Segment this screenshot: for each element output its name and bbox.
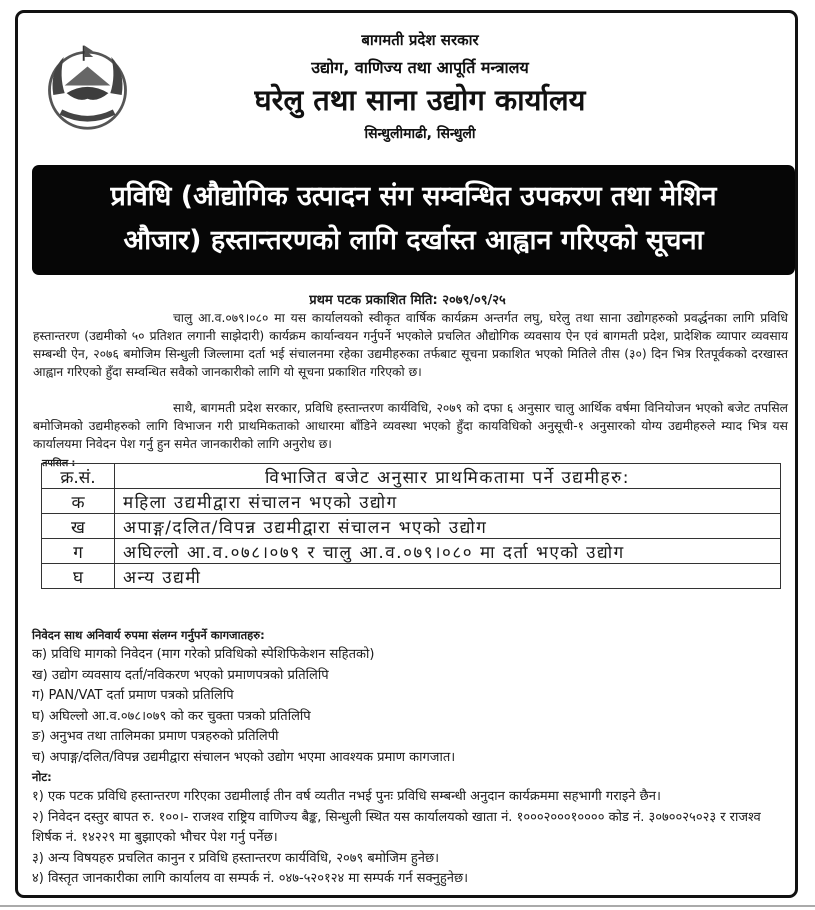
body-paragraph-1 [33,309,788,381]
table-row [42,539,781,564]
row-sn: ग [42,539,115,564]
row-sn: ख [42,514,115,539]
table-header-row [42,464,781,489]
document-item: क) प्रविधि मागको निवेदन (माग गरेको प्रविधिको स्पेशिफिकेशन सहितको) [32,647,375,662]
required-documents-list [32,645,455,768]
column-header-sn: क्र.सं. [42,464,115,489]
ministry-name: उद्योग, वाणिज्य तथा आपूर्ति मन्त्रालय [311,58,529,77]
table-row [42,489,781,514]
government-name: बागमती प्रदेश सरकार [361,31,479,49]
document-item: ग) PAN/VAT दर्ता प्रमाण पत्रको प्रतिलिपि [32,688,234,703]
publication-date-value: २०७९/०९/२५ [442,293,506,308]
schedule-label: तपसिल : [42,458,76,469]
document-item: च) अपाङ्ग/दलित/विपन्न उद्यमीद्वारा संचालन भएको उद्योग भएमा आवश्यक प्रमाण कागजात। [32,749,456,765]
priority-table [41,463,781,589]
row-description: अपाङ्ग/दलित/विपन्न उद्यमीद्वारा संचालन भएको उद्योग [115,514,781,539]
document-item: ङ) अनुभव तथा तालिमका प्रमाण पत्रहरुको प्रतिलिपी [32,729,279,744]
body-paragraph-2-text: साथै, बागमती प्रदेश सरकार, प्रविधि हस्तान्तरण कार्यविधि, २०७९ को दफा ६ अनुसार चालु आर्थिक वर्षमा विनियोजन भएको बजेट तपसिल बमोजिमको उद्यमीहरुको लागि विभाजन गरी प्राथमिकताको आधारमा बाँडिने व्यवस्था भएको हुँदा कायविधिको अनुसूची-१ अनुसारको योग्य उद्यमीहरुले म्याद भित्र यस कार्यालयमा निवेदन पेश गर्नु हुन समेत जानकारीको लागि अनुरोध छ। [33,401,788,451]
row-description: महिला उद्यमीद्वारा संचालन भएको उद्योग [115,489,781,514]
notes-title: नोट: [32,770,52,784]
column-header-description: विभाजित बजेट अनुसार प्राथमिकतामा पर्ने उद्यमीहरु: [115,464,781,489]
publication-date-label: प्रथम पटक प्रकाशित मिति: [309,293,438,308]
document-item: घ) अघिल्लो आ.व.०७८।०७९ को कर चुक्ता पत्रको प्रतिलिपि [32,708,311,724]
table-row [42,564,781,589]
note-item: २) निवेदन दस्तुर बापत रु. १००।- राजश्व राष्ट्रिय वाणिज्य बैङ्क, सिन्धुली स्थित यस कार्यालयको खाता नं. १०००२०००१०००० कोड नं. ३०७००२५०२३ र राजश्व शिर्षक नं. १४२२९ मा बुझाएको भौचर पेश गर्नु पर्नेछ। [32,809,761,845]
notice-title-line-2: औजार) हस्तान्तरणको लागि दर्खास्त आह्वान गरिएको सूचना [123,225,704,256]
row-sn: क [42,489,115,514]
note-item: ३) अन्य विषयहरु प्रचलित कानुन र प्रविधि हस्तान्तरण कार्यविधि, २०७९ बमोजिम हुनेछ। [32,850,440,866]
required-documents-title: निवेदन साथ अनिवार्य रुपमा संलग्न गर्नुपर्ने कागजातहरु: [32,628,265,642]
notice-title-banner [32,165,795,275]
document-item: ख) उद्योग व्यवसाय दर्ता/नविकरण भएको प्रमाणपत्रको प्रतिलिपि [32,667,329,683]
body-paragraph-1-text: चालु आ.व.०७९।०८० मा यस कार्यालयको स्वीकृत वार्षिक कार्यक्रम अन्तर्गत लघु, घरेलु तथा साना उद्योगहरुको प्रवर्द्धनका लागि प्रविधि हस्तान्तरण (उद्यमीको ५० प्रतिशत लगानी साझेदारी) कार्यक्रम कार्यान्वयन गर्नुपर्ने भएकोले प्रचलित औद्योगिक व्यवसाय ऐन एवं बागमती प्रदेश, प्रादेशिक व्यापार व्यवसाय सम्बन्धी ऐन, २०७६ बमोजिम सिन्धुली जिल्लामा दर्ता भई संचालनमा रहेका उद्यमीहरुका तर्फबाट सूचना प्रकाशित भएको मितिले तीस (३०) दिन भित्र रितपूर्वकको दरखास्त आह्वान गरिएको हुँदा सम्वन्धित सवैको जानकारीको लागि यो सूचना प्रकाशित गरिएको छ। [33,311,788,379]
notes-list [32,787,792,890]
office-name: घरेलु तथा साना उद्योग कार्यालय [254,83,586,117]
nepal-emblem-icon [40,38,135,133]
body-paragraph-2 [33,399,788,453]
row-sn: घ [42,564,115,589]
row-description: अन्य उद्यमी [115,564,781,589]
notice-title-line-1: प्रविधि (औद्योगिक उत्पादन संग सम्वन्धित उपकरण तथा मेशिन [110,181,717,212]
note-item: ४) विस्तृत जानकारीका लागि कार्यालय वा सम्पर्क नं. ०४७-५२०१२४ मा सम्पर्क गर्न सक्नुहुनेछ। [32,871,469,886]
bottom-divider [0,905,815,907]
office-location: सिन्धुलीमाढी, सिन्धुली [364,126,476,142]
publication-date [0,290,815,308]
row-description: अघिल्लो आ.व.०७८।०७९ र चालु आ.व.०७९।०८० मा दर्ता भएको उद्योग [115,539,781,564]
note-item: १) एक पटक प्रविधि हस्तान्तरण गरिएका उद्यमीलाई तीन वर्ष व्यतीत नभई पुनः प्रविधि सम्बन्धी अनुदान कार्यक्रममा सहभागी गराइने छैन। [32,789,661,804]
table-row [42,514,781,539]
